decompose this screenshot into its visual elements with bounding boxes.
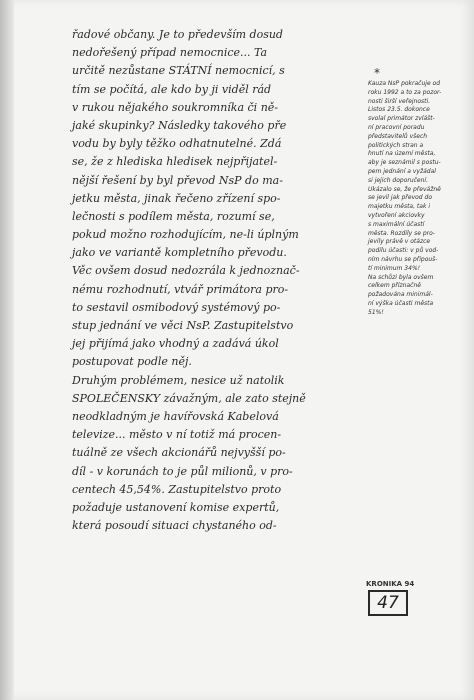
kronika-stamp: KRONIKA 94	[366, 580, 415, 588]
text-line: Druhým problémem, nesice už natolik	[72, 373, 285, 387]
text-line: se, že z hlediska hledisek nejpřijatel-	[72, 155, 278, 169]
text-line: nedořešený případ nemocnice... Ta	[72, 46, 268, 60]
side-note-line: svolal primátor zvlášt-	[368, 115, 435, 123]
side-note-line: se jevil jak převod do	[368, 194, 432, 202]
book-spine-shadow	[0, 0, 14, 700]
text-line: díl - v korunách to je půl milionů, v pro-	[72, 464, 293, 478]
text-line: tuálně ze všech akcionářů nejvyšší po-	[72, 446, 286, 460]
text-line: požaduje ustanovení komise expertů,	[72, 500, 280, 514]
side-note-line: pem jednání a vyžádal	[368, 167, 436, 175]
side-note-line: vytvoření akciovky	[368, 211, 425, 219]
side-note-line: si jejich doporučení.	[368, 176, 428, 184]
text-line: jako ve variantě kompletního převodu.	[72, 246, 287, 260]
text-line: vodu by byly těžko odhatnutelné. Zdá	[72, 137, 282, 151]
side-note-line: požadována minimál-	[368, 291, 433, 299]
text-line: Věc ovšem dosud nedozrála k jednoznač-	[72, 264, 300, 278]
side-note-line: ní výška účasti města	[368, 299, 434, 307]
page-number: 47	[368, 590, 408, 616]
text-line: televize... město v ní totiž má procen-	[72, 428, 282, 442]
text-line: jej přijímá jako vhodný a zadává úkol	[72, 337, 279, 351]
side-note	[368, 66, 468, 318]
side-note-line: politických stran a	[368, 141, 424, 149]
side-note-line: tí minimum 34%!	[368, 264, 421, 272]
main-text-column	[72, 26, 362, 535]
text-line: řadové občany. Je to především dosud	[72, 28, 283, 41]
side-note-line: Listos 23.5. dokonce	[368, 106, 430, 114]
text-line: to sestavil osmibodový systémový po-	[72, 300, 281, 314]
side-note-line: roku 1992 a to za pozor-	[368, 88, 442, 96]
text-line: postupovat podle něj.	[72, 355, 192, 369]
text-line: která posoudí situaci chystaného od-	[72, 519, 277, 533]
side-note-line: Na schůzi byla ovšem	[368, 273, 434, 281]
text-line: tím se počítá, ale kdo by ji viděl rád	[72, 82, 272, 96]
side-note-line: podílu účasti: v pů vod-	[368, 247, 439, 255]
side-note-line: představitelů všech	[368, 132, 428, 140]
side-note-line: celkem příznačně	[368, 282, 421, 290]
text-line: nější řešení by byl převod NsP do ma-	[72, 173, 283, 187]
text-line: v rukou nějakého soukromníka či ně-	[72, 100, 279, 114]
side-note-line: Kauza NsP pokračuje od	[368, 80, 441, 87]
side-note-line: ní pracovní poradu	[368, 123, 425, 131]
side-note-line: hnutí na území města,	[368, 150, 436, 158]
asterisk-marker: *	[374, 66, 380, 80]
side-note-line: města. Rozdíly se pro-	[368, 229, 435, 237]
text-line: stup jednání ve věci NsP. Zastupitelstvo	[72, 319, 294, 332]
side-note-line: Ukázalo se, že převážně	[368, 185, 441, 193]
text-line: pokud možno rozhodujícím, ne-li úplným	[72, 228, 299, 242]
side-note-line: s maximální účastí	[368, 220, 425, 228]
text-line: SPOLEČENSKY závažným, ale zato stejně	[72, 391, 306, 405]
side-note-line: aby je seznámil s postu-	[368, 159, 441, 167]
side-note-line: 51%!	[368, 308, 384, 316]
text-line: jetku města, jinak řečeno zřízení spo-	[72, 191, 281, 205]
side-note-line: ním návrhu se připouš-	[368, 255, 438, 263]
side-note-line: jevily právě v otázce	[368, 238, 431, 246]
side-note-line: nosti širší veřejnosti.	[368, 97, 431, 105]
side-note-line: majetku města, tak i	[368, 203, 431, 211]
text-line: neodkladným je havířovská Kabelová	[72, 409, 279, 423]
text-line: nému rozhodnutí, vtvář primátora pro-	[72, 282, 289, 296]
text-line: určitě nezůstane STÁTNÍ nemocnicí, s	[72, 64, 285, 78]
text-line: centech 45,54%. Zastupitelstvo proto	[72, 482, 282, 496]
text-line: jaké skupinky? Následky takového pře	[72, 118, 287, 132]
text-line: lečnosti s podílem města, rozumí se,	[72, 209, 275, 223]
